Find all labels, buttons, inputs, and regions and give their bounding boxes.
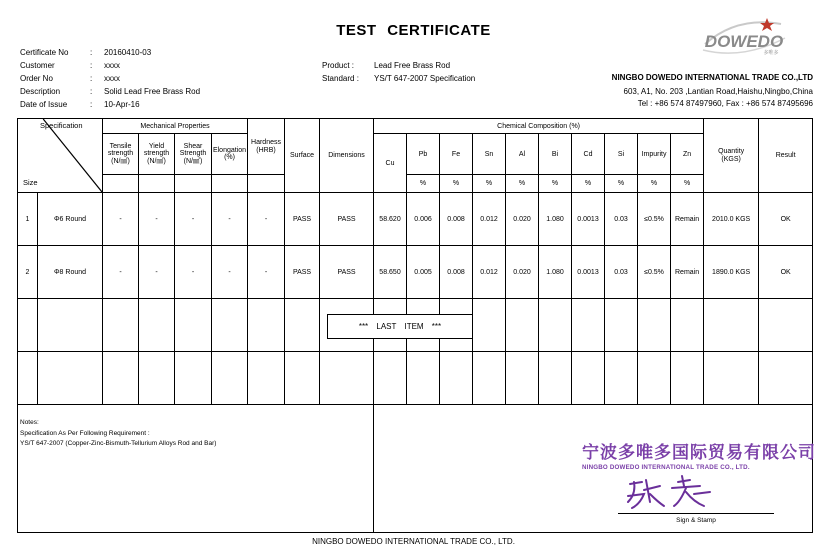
row-result: OK bbox=[759, 193, 813, 246]
info-label: Description bbox=[20, 87, 61, 96]
yield-line1: Yield bbox=[148, 142, 165, 150]
hardness-line2: (HRB) bbox=[256, 146, 276, 154]
row-quantity: 1890.0 KGS bbox=[704, 246, 759, 299]
row-shear: - bbox=[175, 193, 212, 246]
spec-label: Specification bbox=[40, 121, 83, 130]
signature-graphic bbox=[620, 472, 730, 512]
info-label: Order No bbox=[20, 74, 53, 83]
yield-line2: strength bbox=[143, 150, 170, 158]
info-value: YS/T 647-2007 Specification bbox=[374, 74, 476, 83]
chem-col-al: Al bbox=[506, 134, 539, 175]
row-zn: Remain bbox=[671, 193, 704, 246]
row-al: 0.020 bbox=[506, 193, 539, 246]
hardness-header bbox=[248, 119, 285, 175]
company-address: 603, A1, No. 203 ,Lantian Road,Haishu,Ningbo,China bbox=[623, 87, 813, 96]
chem-col-si: Si bbox=[605, 134, 638, 175]
info-colon: : bbox=[90, 61, 93, 70]
chem-col-zn: Zn bbox=[671, 134, 704, 175]
hardness-blank-cell bbox=[248, 175, 285, 193]
row-elongation: - bbox=[212, 193, 248, 246]
tensile-line1: Tensile bbox=[109, 142, 132, 150]
row-shear: - bbox=[175, 246, 212, 299]
row-sn: 0.012 bbox=[473, 246, 506, 299]
mech-blank-cell bbox=[175, 175, 212, 193]
shear-header bbox=[175, 134, 212, 175]
sign-stamp-label: Sign & Stamp bbox=[676, 517, 716, 524]
elongation-header bbox=[212, 134, 248, 175]
row-size: Φ6 Round bbox=[38, 193, 103, 246]
quantity-line1: Quantity bbox=[718, 148, 745, 155]
unit-si: % bbox=[605, 175, 638, 193]
tensile-header bbox=[103, 134, 139, 175]
row-al: 0.020 bbox=[506, 246, 539, 299]
info-row-standard bbox=[322, 72, 475, 85]
info-label: Product : bbox=[322, 61, 355, 70]
last-item-marker: *** LAST ITEM *** bbox=[327, 314, 473, 339]
info-row-date-of-issue bbox=[20, 98, 200, 111]
quantity-line2: (KGS) bbox=[721, 155, 741, 163]
table-row-empty bbox=[18, 352, 813, 405]
table-row bbox=[18, 193, 813, 246]
table-header-row-3 bbox=[18, 175, 813, 193]
row-bi: 1.080 bbox=[539, 246, 572, 299]
notes-line-2: YS/T 647-2007 (Copper-Zinc-Bismuth-Tellurium Alloys Rod and Bar) bbox=[20, 440, 217, 447]
info-row-description bbox=[20, 85, 200, 98]
row-size: Φ8 Round bbox=[38, 246, 103, 299]
unit-pb: % bbox=[407, 175, 440, 193]
row-hardness: - bbox=[248, 193, 285, 246]
footer-company-name: NINGBO DOWEDO INTERNATIONAL TRADE CO., LTD. bbox=[312, 537, 515, 546]
signature-line bbox=[618, 513, 774, 514]
yield-line3: (N/㎟) bbox=[147, 157, 166, 165]
unit-zn: % bbox=[671, 175, 704, 193]
table-header-row-2 bbox=[18, 134, 813, 175]
row-impurity: ≤0.5% bbox=[638, 193, 671, 246]
row-fe: 0.008 bbox=[440, 246, 473, 299]
row-bi: 1.080 bbox=[539, 193, 572, 246]
unit-bi: % bbox=[539, 175, 572, 193]
info-value: Lead Free Brass Rod bbox=[374, 61, 451, 70]
notes-block bbox=[20, 418, 216, 450]
certificate-title: TEST CERTIFICATE bbox=[336, 22, 491, 39]
row-si: 0.03 bbox=[605, 193, 638, 246]
dimensions-header: Dimensions bbox=[320, 119, 374, 193]
company-name: NINGBO DOWEDO INTERNATIONAL TRADE CO.,LTD bbox=[611, 73, 813, 82]
info-row-certificate-no bbox=[20, 46, 200, 59]
info-row-product bbox=[322, 59, 475, 72]
tensile-line2: strength bbox=[107, 150, 134, 158]
result-header: Result bbox=[759, 119, 813, 193]
certificate-info bbox=[20, 46, 200, 111]
unit-cd: % bbox=[572, 175, 605, 193]
row-impurity: ≤0.5% bbox=[638, 246, 671, 299]
row-quantity: 2010.0 KGS bbox=[704, 193, 759, 246]
row-fe: 0.008 bbox=[440, 193, 473, 246]
info-label: Certificate No bbox=[20, 48, 69, 57]
chem-col-fe: Fe bbox=[440, 134, 473, 175]
row-cd: 0.0013 bbox=[572, 193, 605, 246]
info-value: xxxx bbox=[104, 74, 120, 83]
elongation-line1: Elongation bbox=[212, 146, 247, 154]
mech-props-header: Mechanical Properties bbox=[103, 119, 248, 134]
unit-sn: % bbox=[473, 175, 506, 193]
shear-line3: (N/㎟) bbox=[183, 157, 203, 165]
info-colon: : bbox=[90, 100, 93, 109]
notes-heading: Notes: bbox=[20, 419, 39, 426]
hardness-line1: Hardness bbox=[251, 139, 281, 146]
info-colon: : bbox=[90, 87, 93, 96]
company-stamp bbox=[582, 438, 816, 471]
row-pb: 0.006 bbox=[407, 193, 440, 246]
mech-blank-cell bbox=[212, 175, 248, 193]
row-cd: 0.0013 bbox=[572, 246, 605, 299]
row-cu: 58.650 bbox=[374, 246, 407, 299]
elongation-line2: (%) bbox=[224, 154, 235, 161]
row-surface: PASS bbox=[285, 193, 320, 246]
logo-subtext: 多唯多 bbox=[763, 50, 779, 56]
mech-blank-cell bbox=[139, 175, 175, 193]
logo-graphic bbox=[697, 14, 791, 62]
tensile-line3: (N/㎟) bbox=[111, 157, 130, 165]
info-value: xxxx bbox=[104, 61, 120, 70]
unit-fe: % bbox=[440, 175, 473, 193]
unit-impurity: % bbox=[638, 175, 671, 193]
info-colon: : bbox=[90, 74, 93, 83]
info-row-customer bbox=[20, 59, 200, 72]
table-header-row-1 bbox=[18, 119, 813, 134]
info-label: Date of Issue bbox=[20, 100, 68, 109]
yield-header bbox=[139, 134, 175, 175]
info-label: Customer bbox=[20, 61, 55, 70]
row-result: OK bbox=[759, 246, 813, 299]
row-dimensions: PASS bbox=[320, 246, 374, 299]
row-si: 0.03 bbox=[605, 246, 638, 299]
info-value: 10-Apr-16 bbox=[104, 100, 140, 109]
stamp-english-name: NINGBO DOWEDO INTERNATIONAL TRADE CO., LTD. bbox=[582, 464, 750, 471]
unit-al: % bbox=[506, 175, 539, 193]
company-contact: Tel : +86 574 87497960, Fax : +86 574 87495696 bbox=[637, 99, 813, 108]
size-label: Size bbox=[23, 178, 38, 187]
chem-col-cd: Cd bbox=[572, 134, 605, 175]
row-number: 2 bbox=[18, 246, 38, 299]
info-row-order-no bbox=[20, 72, 200, 85]
info-value: Solid Lead Free Brass Rod bbox=[104, 87, 201, 96]
row-elongation: - bbox=[212, 246, 248, 299]
row-sn: 0.012 bbox=[473, 193, 506, 246]
info-label: Standard : bbox=[322, 74, 359, 83]
chem-col-cu: Cu bbox=[374, 134, 407, 193]
chem-col-pb: Pb bbox=[407, 134, 440, 175]
mech-blank-cell bbox=[103, 175, 139, 193]
row-number: 1 bbox=[18, 193, 38, 246]
row-hardness: - bbox=[248, 246, 285, 299]
chem-col-sn: Sn bbox=[473, 134, 506, 175]
info-colon: : bbox=[90, 48, 93, 57]
table-row bbox=[18, 246, 813, 299]
quantity-header bbox=[704, 119, 759, 193]
chem-col-bi: Bi bbox=[539, 134, 572, 175]
row-tensile: - bbox=[103, 246, 139, 299]
spec-size-header bbox=[18, 119, 103, 193]
row-yield: - bbox=[139, 246, 175, 299]
row-zn: Remain bbox=[671, 246, 704, 299]
row-cu: 58.620 bbox=[374, 193, 407, 246]
chem-comp-header: Chemical Composition (%) bbox=[374, 119, 704, 134]
product-info bbox=[322, 59, 475, 85]
notes-line-1: Specification As Per Following Requirement : bbox=[20, 429, 150, 437]
row-tensile: - bbox=[103, 193, 139, 246]
row-dimensions: PASS bbox=[320, 193, 374, 246]
shear-line1: Shear bbox=[183, 142, 203, 150]
logo-text: DOWEDO bbox=[704, 32, 784, 51]
handwritten-signature bbox=[620, 472, 730, 512]
row-surface: PASS bbox=[285, 246, 320, 299]
row-pb: 0.005 bbox=[407, 246, 440, 299]
info-value: 20160410-03 bbox=[104, 48, 152, 57]
surface-header: Surface bbox=[285, 119, 320, 193]
chem-col-impurity: Impurity bbox=[638, 134, 671, 175]
row-yield: - bbox=[139, 193, 175, 246]
company-logo bbox=[697, 14, 791, 62]
stamp-chinese-name: 宁波多唯多国际贸易有限公司 bbox=[582, 443, 816, 463]
shear-line2: Strength bbox=[179, 150, 207, 158]
